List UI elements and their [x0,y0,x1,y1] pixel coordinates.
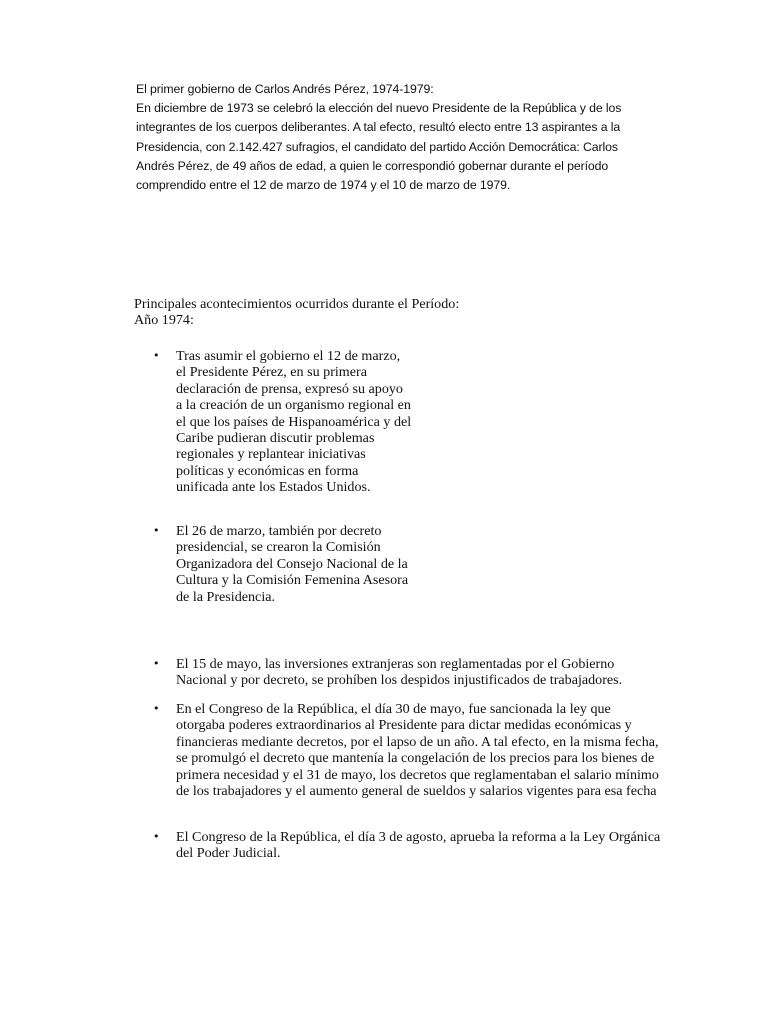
list-item-text: El 26 de marzo, también por decreto presidencial, se crearon la Comisión Organizadora del Consejo Nacional de la Cultura y la Comisión Femenina Asesora de la Presidencia. [176,523,409,605]
bullet-icon: • [153,524,160,537]
bullet-icon: • [153,657,160,670]
bullet-icon: • [153,349,160,362]
bullet-icon: • [153,702,160,715]
year-heading: Año 1974: [134,312,194,329]
events-section [134,296,661,862]
list-item-text: El Congreso de la República, el día 3 de agosto, aprueba la reforma a la Ley Orgánica del Poder Judicial. [176,829,661,862]
bullet-icon: • [153,830,160,843]
list-item-text: En el Congreso de la República, el día 30 de mayo, fue sancionada la ley que otorgaba poderes extraordinarios al Presidente para dictar medidas económicas y financieras mediante decretos, por el lapso de un año. A tal efecto, en la misma fecha, se promulgó el decreto que mantenía la congelación de los precios para los bienes de primera necesidad y el 31 de mayo, los decretos que reglamentaban el salario mínimo de los trabajadores y el aumento general de sueldos y salarios vigentes para esa fecha [176,701,659,800]
intro-section [136,80,636,195]
intro-heading: El primer gobierno de Carlos Andrés Pérez, 1974-1979: [136,82,434,96]
list-item-text: Tras asumir el gobierno el 12 de marzo, el Presidente Pérez, en su primera declaración de prensa, expresó su apoyo a la creación de un organismo regional en el que los países de Hispanoamérica y del Caribe pudieran discutir problemas regionales y replantear iniciativas políticas y económicas en forma unificada ante los Estados Unidos. [176,348,412,496]
intro-paragraph: En diciembre de 1973 se celebró la elección del nuevo Presidente de la República y de los integrantes de los cuerpos deliberantes. A tal efecto, resultó electo entre 13 aspirantes a la Presidencia, con 2.142.427 sufragios, el candidato del partido Acción Democrática: Carlos Andrés Pérez, de 49 años de edad, a quien le correspondió gobernar durante el período comprendido entre el 12 de marzo de 1974 y el 10 de marzo de 1979. [136,101,622,193]
list-item-text: El 15 de mayo, las inversiones extranjeras son reglamentadas por el Gobierno Nacional y por decreto, se prohíben los despidos injustificados de trabajadores. [176,656,623,689]
events-heading: Principales acontecimientos ocurridos durante el Período: [134,296,460,312]
